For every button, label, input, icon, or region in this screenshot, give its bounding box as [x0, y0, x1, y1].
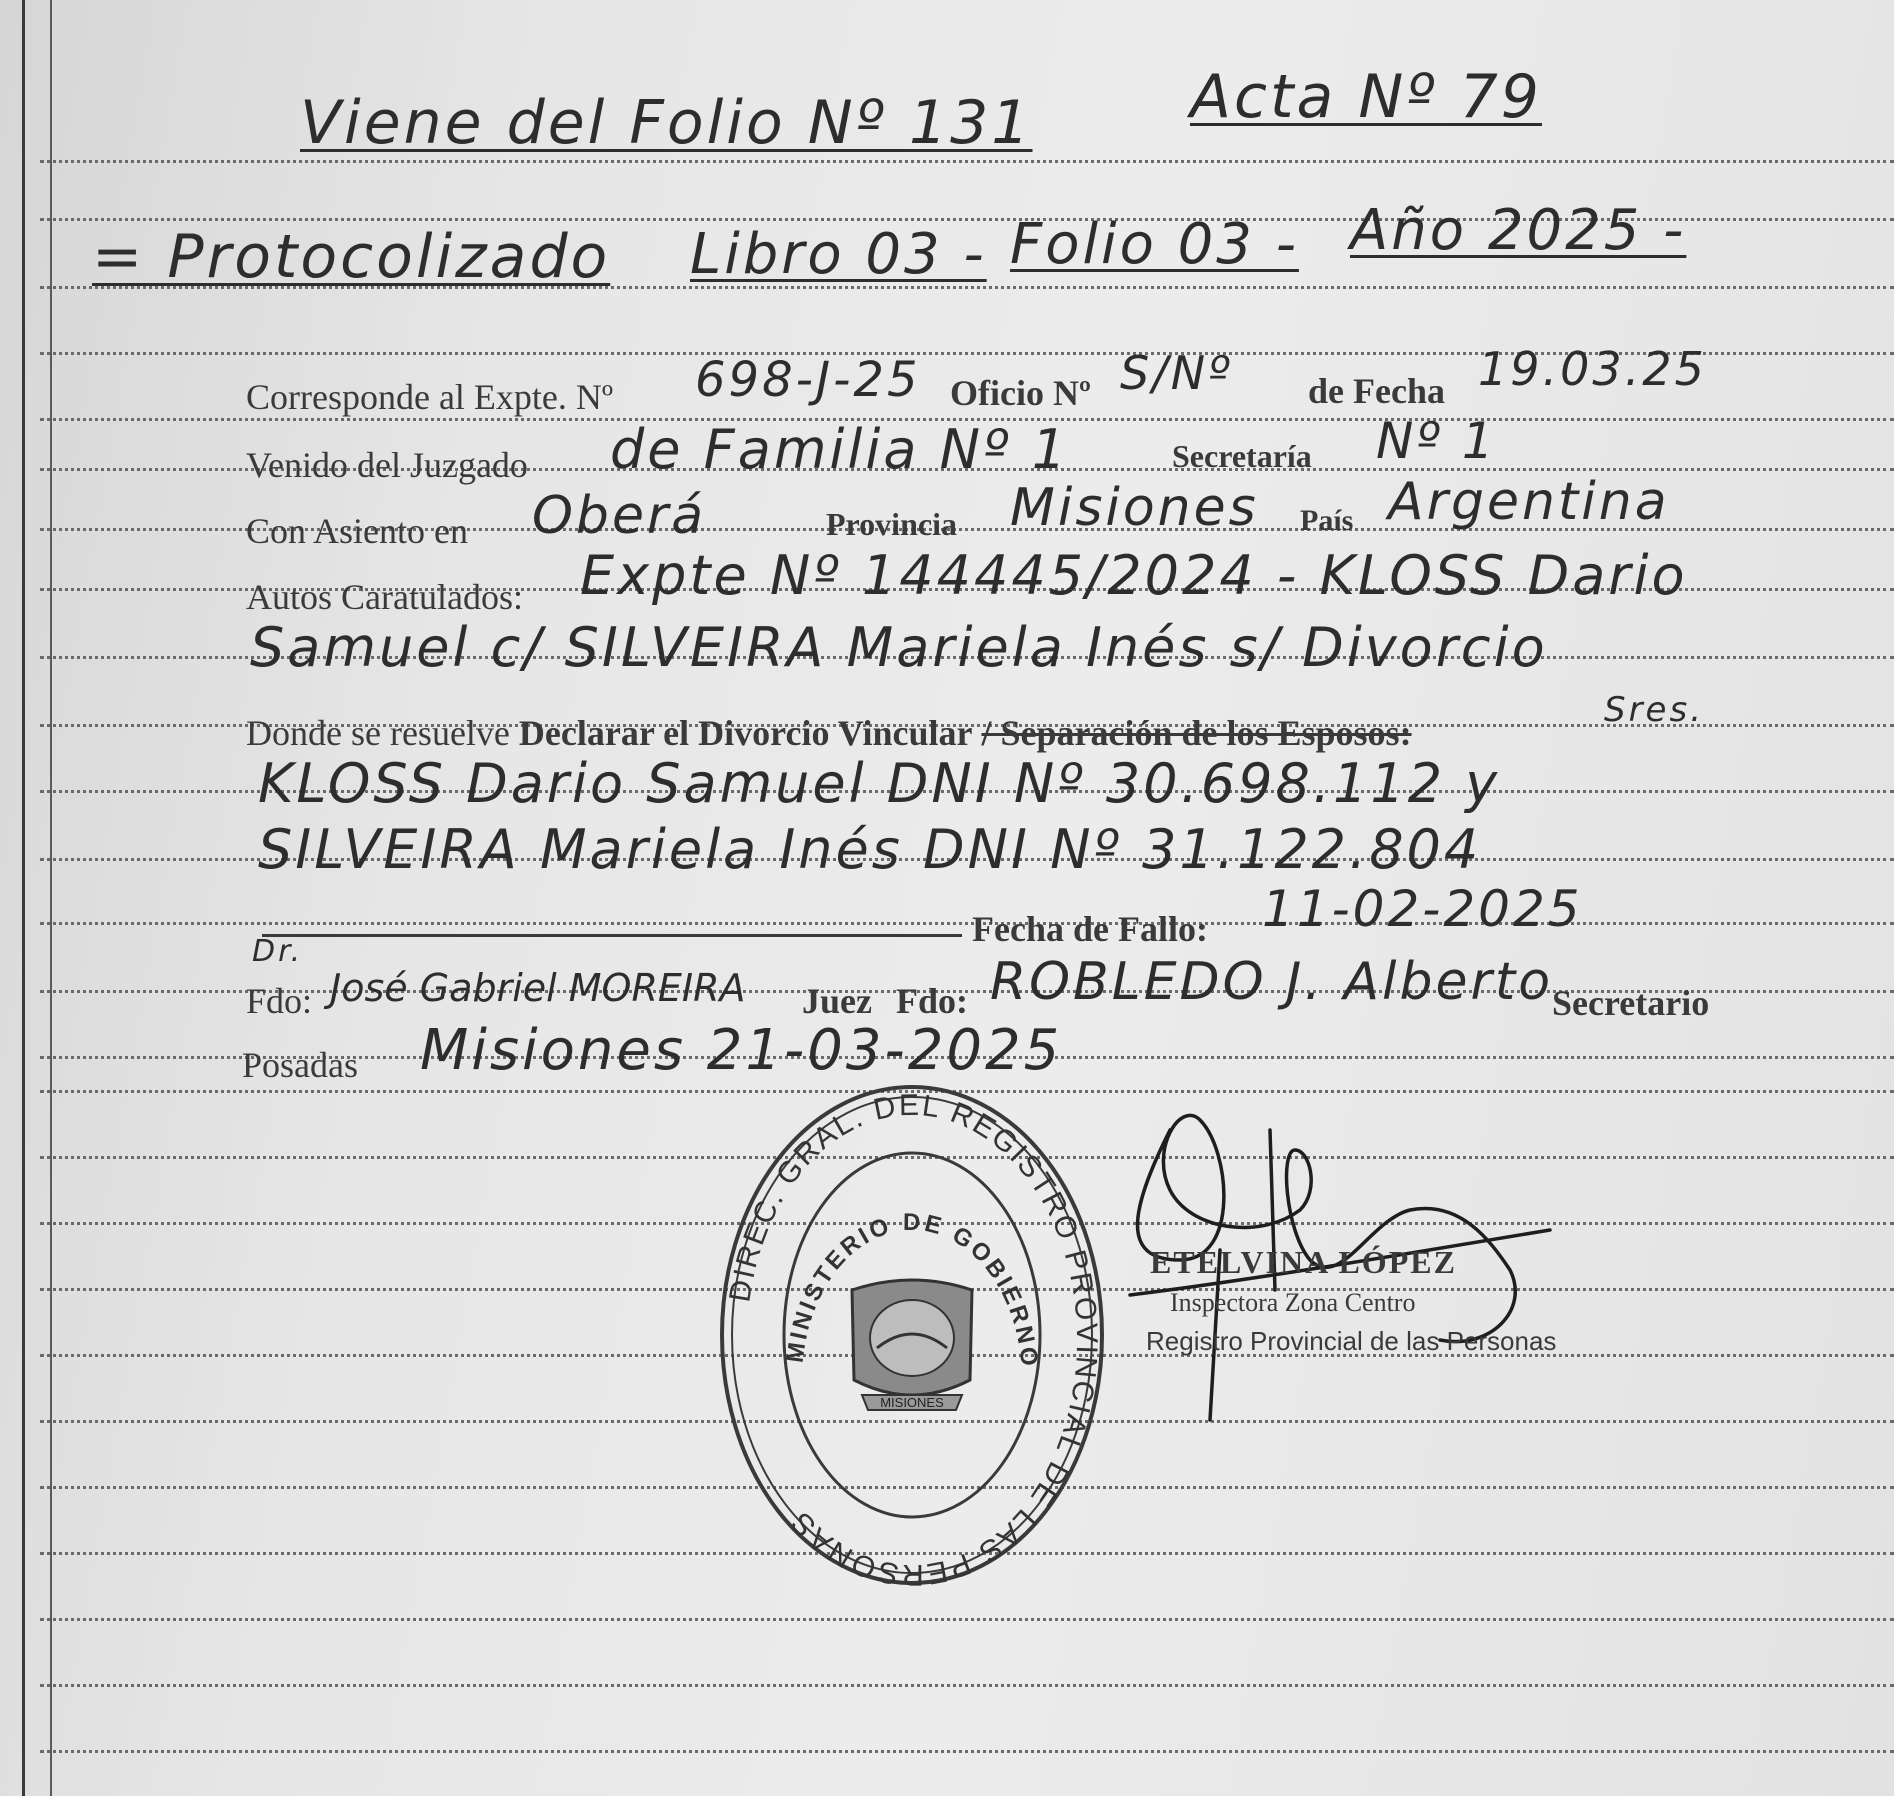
protocolizado-libro: Libro 03 -	[690, 222, 987, 287]
ruled-line	[40, 1750, 1894, 1753]
donde-label-prefix: Donde se resuelve	[246, 713, 510, 753]
ruled-line	[40, 1684, 1894, 1687]
oficio-label: Oficio Nº	[950, 373, 1091, 413]
provincial-coat-of-arms-icon	[852, 1280, 972, 1410]
acta-number: Acta Nº 79	[1190, 62, 1542, 132]
autos-label: Autos Caratulados:	[246, 577, 523, 617]
donde-label-divorcio: Declarar el Divorcio Vincular	[518, 713, 973, 753]
secretaria-label: Secretaría	[1172, 438, 1312, 474]
pais-value: Argentina	[1388, 472, 1670, 532]
protocolizado: = Protocolizado	[92, 222, 611, 292]
expte-value: 698-J-25	[695, 352, 921, 408]
donde-label	[246, 712, 1412, 754]
fecha-label: de Fecha	[1308, 371, 1445, 411]
juez-value: José Gabriel MOREIRA	[330, 966, 746, 1010]
pais-label: País	[1300, 504, 1354, 537]
posadas-label: Posadas	[242, 1045, 358, 1085]
protocolizado-folio: Folio 03 -	[1010, 212, 1299, 277]
fallo-blank-line	[262, 934, 962, 937]
page-margin-line-inner	[50, 0, 52, 1796]
secretario-value: ROBLEDO J. Alberto	[990, 952, 1554, 1012]
provincia-value: Misiones	[1010, 478, 1259, 538]
fdo-label-1: Fdo:	[246, 981, 313, 1021]
provincia-label: Provincia	[826, 506, 957, 542]
ruled-line	[40, 1618, 1894, 1621]
juez-label: Juez	[802, 981, 872, 1021]
inspector-name: ETELVINA LÓPEZ	[1150, 1244, 1457, 1280]
posadas-value: Misiones 21-03-2025	[420, 1018, 1063, 1083]
secretario-label: Secretario	[1552, 983, 1710, 1023]
official-seal	[712, 1080, 1112, 1590]
viene-del-folio: Viene del Folio Nº 131	[300, 88, 1033, 158]
inspector-office: Registro Provincial de las Personas	[1146, 1326, 1557, 1356]
seal-inner-text: MINISTERIO DE GOBIERNO	[781, 1208, 1043, 1371]
autos-value-line2: Samuel c/ SILVEIRA Mariela Inés s/ Divorcio	[250, 616, 1548, 679]
dr-abbrev: Dr.	[252, 934, 304, 969]
donde-label-separacion: / Separación de los Esposos:	[981, 713, 1412, 753]
juzgado-value: de Familia Nº 1	[610, 418, 1070, 481]
inspector-title: Inspectora Zona Centro	[1170, 1288, 1416, 1317]
esposa-line: SILVEIRA Mariela Inés DNI Nº 31.122.804	[258, 818, 1482, 881]
inspector-signature-block	[1110, 1090, 1580, 1430]
expte-label: Corresponde al Expte. Nº	[246, 377, 614, 417]
sres-value: Sres.	[1604, 690, 1704, 730]
ruled-line	[40, 160, 1894, 163]
secretaria-value: Nº 1	[1376, 412, 1497, 470]
seal-outer-text: DIREC. GRAL. DEL REGISTRO PROVINCIAL DE LAS PERSONAS	[723, 1088, 1104, 1590]
fallo-value: 11-02-2025	[1262, 880, 1583, 938]
fallo-label: Fecha de Fallo:	[972, 909, 1208, 949]
fdo-label-2: Fdo:	[896, 981, 968, 1021]
esposo-line: KLOSS Dario Samuel DNI Nº 30.698.112 y	[258, 752, 1501, 815]
seal-emblem-text: MISIONES	[880, 1395, 944, 1410]
protocolizado-anio: Año 2025 -	[1350, 198, 1687, 263]
page-margin-line	[22, 0, 25, 1796]
autos-value-line1: Expte Nº 144445/2024 - KLOSS Dario	[580, 544, 1688, 607]
fecha-value: 19.03.25	[1478, 342, 1707, 396]
oficio-value: S/Nº	[1120, 346, 1233, 400]
juzgado-label: Venido del Juzgado	[246, 445, 528, 485]
asiento-value: Oberá	[532, 486, 707, 546]
ruled-line	[40, 922, 1894, 925]
asiento-label: Con Asiento en	[246, 511, 468, 551]
